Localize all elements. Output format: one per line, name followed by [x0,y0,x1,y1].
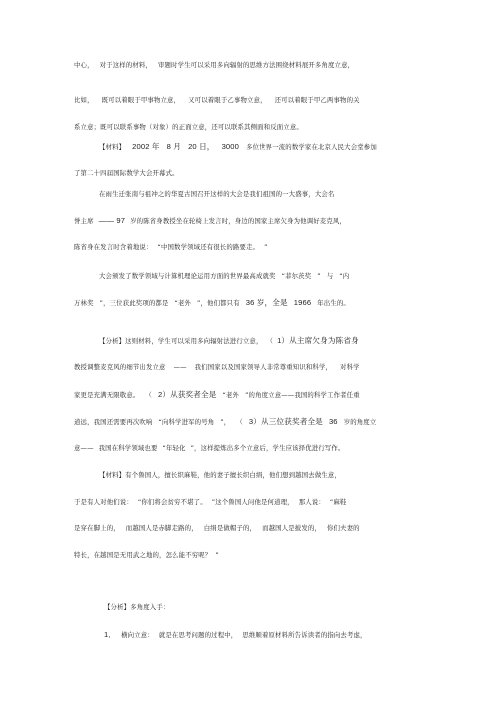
text-segment: 2002 年 [132,142,160,151]
text-segment: （ [236,418,243,426]
text-segment: 3000 [221,142,240,151]
text-segment: 审题时学生可以采用多向辐射的思维方法围绕材料展开多角度立意， [157,61,355,69]
text-segment: 在雨生迁张南与祖冲之的华夏古国召开这样的大会是我们祖国的一大盛事，大会名 [99,190,335,198]
text-line [74,417,376,427]
text-segment: 20 日， [188,142,215,151]
text-segment: 你们夫妻的 [326,524,360,532]
text-line [74,298,350,308]
text-segment: —— 97 [98,216,126,225]
text-segment: 岁的陈省身教授坐在轮椅上发言时，身边的国家主席欠身为他调好麦克风， [130,217,346,225]
text-segment: 万林奖 [74,299,94,307]
text-line [74,96,360,105]
text-segment: 而越国人是赤脚走路的， [125,524,198,532]
text-line [99,272,349,281]
text-segment: 比如， [74,96,94,104]
text-segment: —— [173,363,187,371]
text-segment: “向科学进军的号角 [158,418,215,426]
text-segment: “老外 [174,299,192,307]
text-segment: （ [266,337,274,345]
text-segment: 横向立意： [121,631,154,639]
text-segment: 我们国家以及国家领导人非常尊重知识和科学， [194,363,333,371]
text-segment: “老外 [222,391,240,399]
text-line [99,190,334,199]
text-segment: 1． [104,630,117,639]
text-segment: 道远，我国还需要再次吹响 [74,418,153,426]
text-segment: 大会颁发了数学领域与计算机理论运用方面的世界最高成就奖 [99,272,276,280]
text-segment: ”的角度立意——我国的科学工作者任重 [245,391,360,399]
text-segment: 陈省身在发言时含着地说： [74,243,153,251]
text-segment: “你们将会贫穷不堪了。 [137,498,207,506]
text-segment: 我国在科学领域也要 [98,444,158,452]
text-segment: “麻鞋 [329,498,347,506]
text-segment: 那人说： [298,498,325,506]
text-segment: ”，这样提炼出多个立意后，学生应该择优进行写作。 [190,444,345,452]
text-segment: 还可以着眼于甲乙两事物的关 [274,96,360,104]
text-line [99,142,377,152]
text-segment: ”，三位获此奖项的都是 [99,299,169,307]
text-segment: “中国数学领域还有很长的路要走。 [157,243,260,251]
text-line [74,61,354,70]
text-segment: 家更是充满无限敬意。 [74,391,140,399]
text-segment: 意—— [74,444,94,452]
text-segment: ”， [220,418,231,426]
text-segment: 年出生的。 [317,299,350,307]
text-segment: ” [215,551,219,559]
text-segment: “内 [339,272,350,280]
text-segment: ” [317,272,321,280]
text-segment: 8 月 [166,142,182,151]
text-line [74,444,345,453]
text-segment: 36 岁，全是 [245,298,288,307]
text-line [99,471,341,480]
text-segment: 既可以着眼于甲事物立意， [101,96,181,104]
text-segment: 【材料】 [99,143,126,151]
text-line [74,390,360,400]
text-segment: 特长，在越国是无用武之地的，怎么能不穷呢？ [74,551,212,559]
text-segment: 多位世界一流的数学家在北京人民大会堂参加 [246,143,377,151]
text-segment: 于是有人对他们说： [74,498,133,506]
text-segment: 教授调整麦克风的细节出发立意 [74,363,166,371]
text-segment: 系立意；既可以联系事物（对象）的正面立意，还可以联系其侧面和反面立意。 [74,123,303,131]
text-segment: ” [264,243,268,251]
text-segment: “年轻化 [162,444,186,452]
text-segment: 1966 [293,298,312,307]
text-segment: 与 [326,272,334,280]
text-segment: 对科学 [340,363,360,371]
text-segment: 岁的角度立 [343,418,377,426]
text-segment: 【材料】有个鲁国人，擅长织麻鞋，他的妻子擅长织白绢，他们想到越国去做生意， [99,471,342,479]
text-segment: 对于这样的材料， [99,61,152,69]
text-segment: 是穿在脚上的， [74,524,120,532]
text-segment: 1）从主席欠身为陈省身 [277,336,359,345]
text-line [104,603,169,612]
text-segment: 2）从获奖者全是 [157,390,217,399]
text-segment: 思维顺着原材料所告诉读者的指向去考虑， [242,631,367,639]
text-line [74,363,360,372]
text-segment: 36 [328,417,338,426]
text-segment: 了第二十四届国际数学大会开幕式。 [74,169,179,177]
text-line [74,169,179,178]
text-line [104,630,367,640]
text-line [99,336,359,346]
text-segment: ”，他们都只有 [197,299,240,307]
text-segment: 而越国人是披发的， [262,524,321,532]
text-segment: 白绢是做帽子的， [203,524,257,532]
text-line [74,243,268,252]
text-segment: （ [145,391,152,399]
text-segment: ”这个鲁国人问他是何道理， [211,498,294,506]
text-line [74,123,303,132]
text-line [74,216,346,226]
text-segment: 又可以着眼于乙事物立意， [188,96,267,104]
text-segment: 中心， [74,61,94,69]
text-line [74,551,219,560]
text-segment: 就是在思考问题的过程中， [158,631,238,639]
text-line [74,524,360,533]
text-segment: 3）从三位获奖者全是 [248,417,323,426]
text-line [74,498,346,507]
text-segment: 【分析】多角度入手： [104,603,170,611]
text-segment: 【分析】这则材料，学生可以采用多向辐射法进行立意， [99,337,263,345]
text-segment: 誉主席 [74,217,94,225]
text-segment: “菲尔茨奖 [281,272,312,280]
